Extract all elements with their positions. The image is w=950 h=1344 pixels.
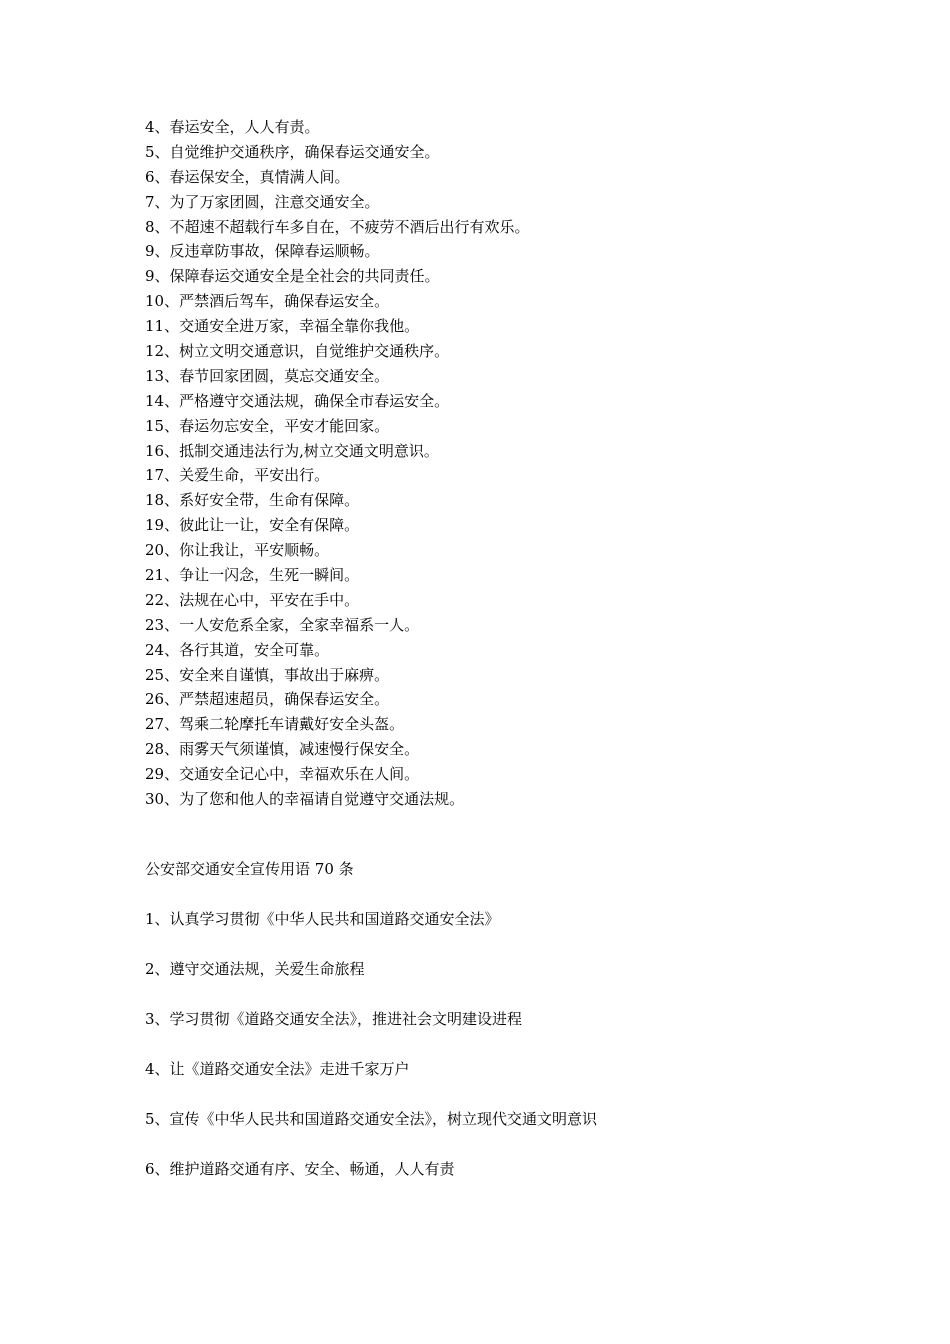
list-item: 10、严禁酒后驾车，确保春运安全。 — [145, 292, 390, 311]
list-item: 7、为了万家团圆，注意交通安全。 — [145, 192, 380, 211]
list-item: 4、春运安全，人人有责。 — [145, 118, 320, 136]
list-item: 2、遵守交通法规，关爱生命旅程 — [145, 959, 365, 978]
slogan-list-part1 — [145, 115, 905, 812]
list-item: 24、各行其道，安全可靠。 — [145, 640, 330, 659]
list-item: 17、关爱生命，平安出行。 — [145, 466, 330, 485]
list-item: 1、认真学习贯彻《中华人民共和国道路交通安全法》 — [145, 909, 500, 928]
list-item: 4、让《道路交通安全法》走进千家万户 — [145, 1059, 410, 1078]
list-item: 6、维护道路交通有序、安全、畅通，人人有责 — [145, 1159, 455, 1178]
slogan-list-part2 — [145, 907, 905, 1181]
list-item: 3、学习贯彻《道路交通安全法》，推进社会文明建设进程 — [145, 1009, 523, 1028]
list-item: 13、春节回家团圆，莫忘交通安全。 — [145, 366, 390, 385]
list-item: 6、春运保安全，真情满人间。 — [145, 167, 350, 186]
list-item: 8、不超速不超载行车多自在，不疲劳不酒后出行有欢乐。 — [145, 217, 530, 236]
list-item: 15、春运勿忘安全，平安才能回家。 — [145, 416, 390, 435]
list-item: 28、雨雾天气须谨慎，减速慢行保安全。 — [145, 740, 420, 759]
list-item: 11、交通安全进万家，幸福全靠你我他。 — [145, 317, 420, 336]
list-item: 14、严格遵守交通法规，确保全市春运安全。 — [145, 391, 450, 410]
list-item: 18、系好安全带，生命有保障。 — [145, 491, 360, 510]
list-item: 21、争让一闪念，生死一瞬间。 — [145, 566, 360, 585]
document-page — [145, 115, 905, 1207]
list-item: 16、抵制交通违法行为,树立交通文明意识。 — [145, 441, 439, 460]
list-item: 25、安全来自谨慎，事故出于麻痹。 — [145, 665, 390, 684]
list-item: 9、保障春运交通安全是全社会的共同责任。 — [145, 267, 440, 286]
list-item: 5、宣传《中华人民共和国道路交通安全法》，树立现代交通文明意识 — [145, 1109, 598, 1128]
list-item: 12、树立文明交通意识，自觉维护交通秩序。 — [145, 342, 450, 361]
list-item: 29、交通安全记心中，幸福欢乐在人间。 — [145, 765, 420, 784]
list-item: 30、为了您和他人的幸福请自觉遵守交通法规。 — [145, 790, 465, 809]
list-item: 9、反违章防事故，保障春运顺畅。 — [145, 242, 380, 261]
list-item: 27、驾乘二轮摩托车请戴好安全头盔。 — [145, 715, 405, 734]
list-item: 20、你让我让，平安顺畅。 — [145, 541, 330, 560]
list-item: 19、彼此让一让，安全有保障。 — [145, 516, 360, 535]
list-item: 5、自觉维护交通秩序，确保春运交通安全。 — [145, 142, 440, 161]
list-item: 22、法规在心中，平安在手中。 — [145, 590, 360, 609]
section-heading: 公安部交通安全宣传用语 70 条 — [145, 859, 354, 878]
list-item: 23、一人安危系全家，全家幸福系一人。 — [145, 615, 420, 634]
list-item: 26、严禁超速超员，确保春运安全。 — [145, 690, 390, 709]
